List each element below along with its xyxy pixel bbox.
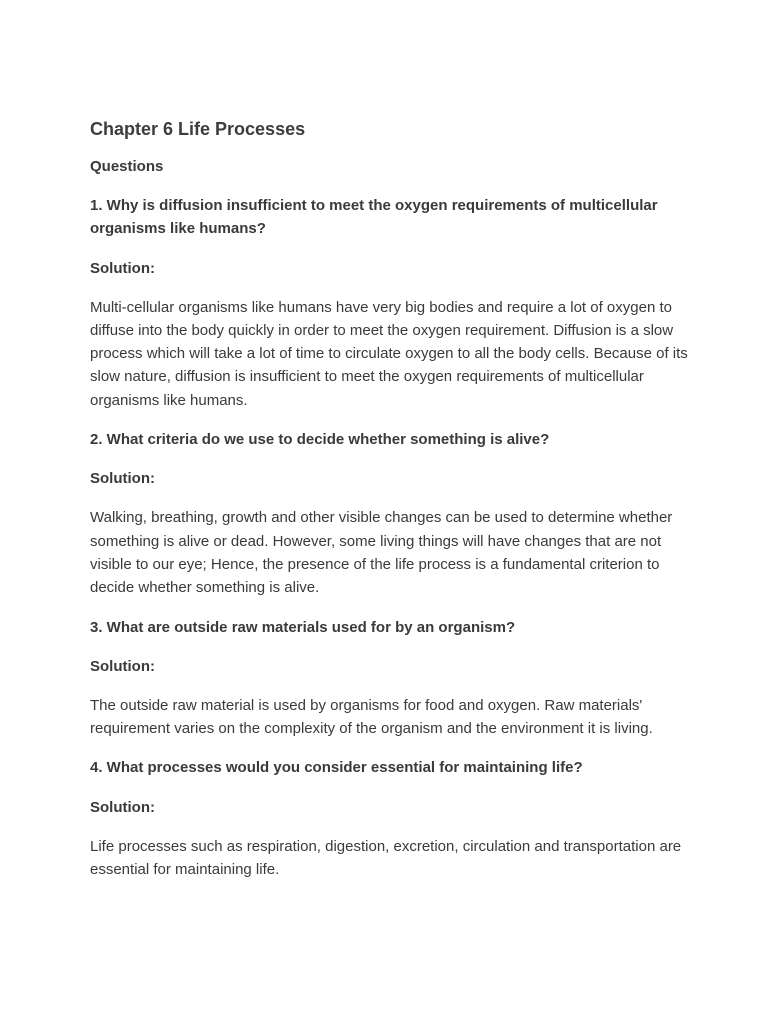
section-heading: Questions bbox=[90, 158, 164, 175]
qa-item-1 bbox=[90, 194, 690, 412]
qa-item-4 bbox=[90, 756, 690, 881]
question-text: 2. What criteria do we use to decide whether something is alive? bbox=[90, 431, 550, 449]
solution-label: Solution: bbox=[90, 657, 155, 675]
document-page bbox=[90, 116, 690, 897]
solution-label: Solution: bbox=[90, 798, 155, 816]
question-text: 3. What are outside raw materials used for by an organism? bbox=[90, 618, 516, 636]
question-text: 4. What processes would you consider essential for maintaining life? bbox=[90, 759, 583, 777]
solution-label: Solution: bbox=[90, 259, 155, 277]
answer-text: The outside raw material is used by organisms for food and oxygen. Raw materials' requirement varies on the complexity of the organism and the environment it is living. bbox=[90, 696, 653, 738]
answer-text: Walking, breathing, growth and other visible changes can be used to determine whether something is alive or dead. However, some living things will have changes that are not visible to our eye; Hence, the presence of the life process is a fundamental criterion to decide whether something is alive. bbox=[90, 509, 673, 597]
solution-label: Solution: bbox=[90, 470, 155, 488]
qa-item-3 bbox=[90, 616, 690, 741]
chapter-title: Chapter 6 Life Processes bbox=[90, 119, 306, 139]
answer-text: Multi-cellular organisms like humans have very big bodies and require a lot of oxygen to diffuse into the body quickly in order to meet the oxygen requirement. Diffusion is a slow process which will take a lot of time to circulate oxygen to all the body cells. Because of its slow nature, diffusion is insufficient to meet the oxygen requirements of multicellular organisms like humans. bbox=[90, 298, 688, 409]
question-text: 1. Why is diffusion insufficient to meet the oxygen requirements of multicellular organisms like humans? bbox=[90, 197, 658, 238]
answer-text: Life processes such as respiration, digestion, excretion, circulation and transportation are essential for maintaining life. bbox=[90, 837, 682, 879]
qa-item-2 bbox=[90, 428, 690, 599]
